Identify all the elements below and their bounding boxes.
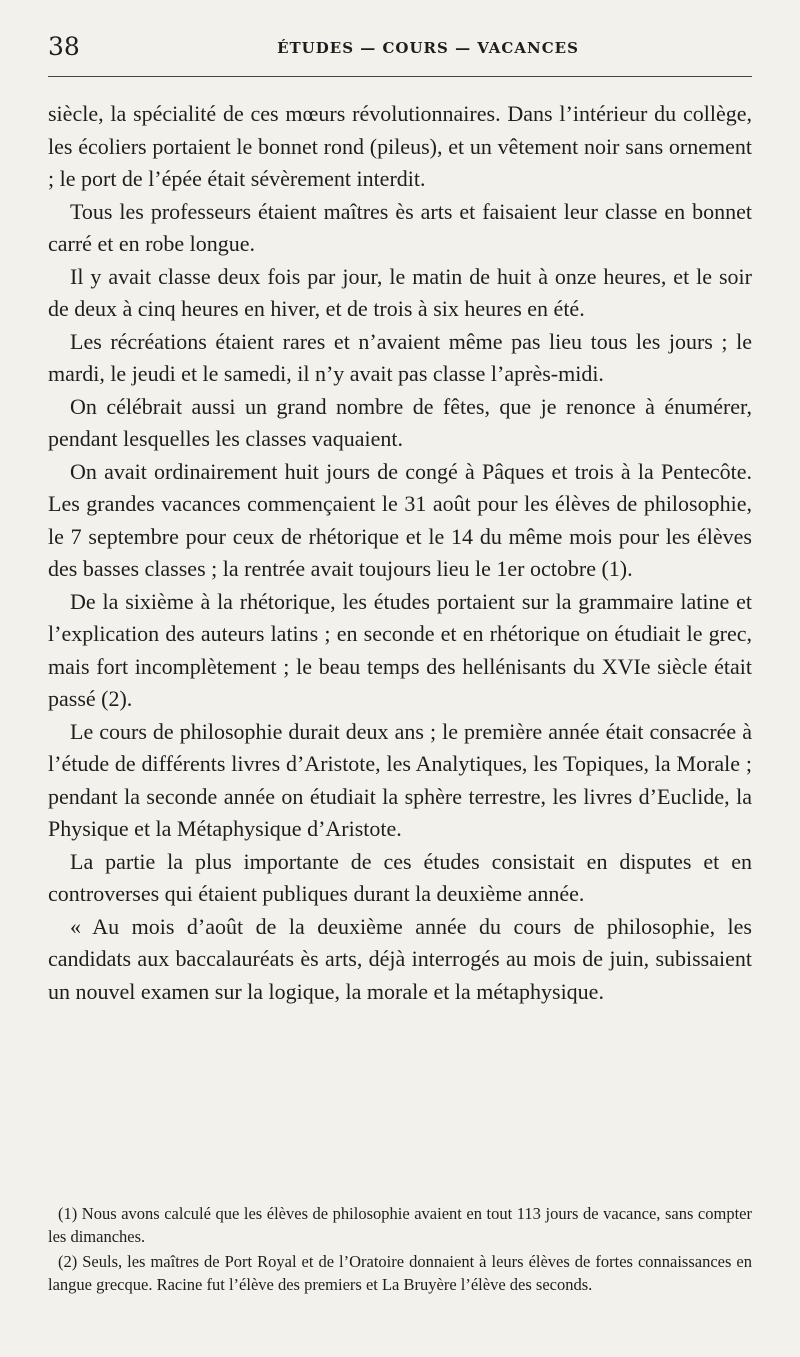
paragraph: Il y avait classe deux fois par jour, le matin de huit à onze heures, et le soir de deux à cinq heures en hiver, et de trois à six heures en été. <box>48 263 752 321</box>
running-title: ÉTUDES — COURS — VACANCES <box>277 39 579 57</box>
paragraph: Tous les professeurs étaient maîtres ès arts et faisaient leur classe en bonnet carré et en robe longue. <box>48 198 752 256</box>
footnote: (1) Nous avons calculé que les élèves de philosophie avaient en tout 113 jours de vacance, sans compter les dimanches. <box>48 1204 752 1246</box>
paragraph: La partie la plus importante de ces études consistait en disputes et en controverses qui étaient publiques durant la deuxième année. <box>48 848 752 906</box>
page-number: 38 <box>48 32 80 61</box>
paragraph: De la sixième à la rhétorique, les études portaient sur la grammaire latine et l’explication des auteurs latins ; en seconde et en rhétorique on étudiait le grec, mais fort incomplètement ; le beau temps des hellénisants du XVIe siècle était passé (2). <box>48 588 752 711</box>
body-text <box>48 98 752 1008</box>
paragraph: On avait ordinairement huit jours de congé à Pâques et trois à la Pentecôte. Les grandes vacances commençaient le 31 août pour les élèves de philosophie, le 7 septembre pour ceux de rhétorique et le 14 du même mois pour les élèves des basses classes ; la rentrée avait toujours lieu le 1er octobre (1). <box>48 458 752 581</box>
page-header <box>48 32 752 66</box>
paragraph: On célébrait aussi un grand nombre de fêtes, que je renonce à énumérer, pendant lesquelles les classes vaquaient. <box>48 393 752 451</box>
header-rule <box>48 76 752 77</box>
paragraph: « Au mois d’août de la deuxième année du cours de philosophie, les candidats aux baccalauréats ès arts, déjà interrogés au mois de juin, subissaient un nouvel examen sur la logique, la morale et la métaphysique. <box>48 913 752 1004</box>
paragraph: Le cours de philosophie durait deux ans ; le première année était consacrée à l’étude de différents livres d’Aristote, les Analytiques, les Topiques, la Morale ; pendant la seconde année on étudiait la sphère terrestre, les livres d’Euclide, la Physique et la Métaphysique d’Aristote. <box>48 718 752 841</box>
paragraph: siècle, la spécialité de ces mœurs révolutionnaires. Dans l’intérieur du collège, les écoliers portaient le bonnet rond (pileus), et un vêtement noir sans ornement ; le port de l’épée était sévèrement interdit. <box>48 101 752 191</box>
footnotes <box>48 1202 752 1298</box>
paragraph: Les récréations étaient rares et n’avaient même pas lieu tous les jours ; le mardi, le jeudi et le samedi, il n’y avait pas classe l’après-midi. <box>48 328 752 386</box>
footnote: (2) Seuls, les maîtres de Port Royal et de l’Oratoire donnaient à leurs élèves de fortes connaissances en langue grecque. Racine fut l’élève des premiers et La Bruyère l’élève des seconds. <box>48 1252 752 1294</box>
